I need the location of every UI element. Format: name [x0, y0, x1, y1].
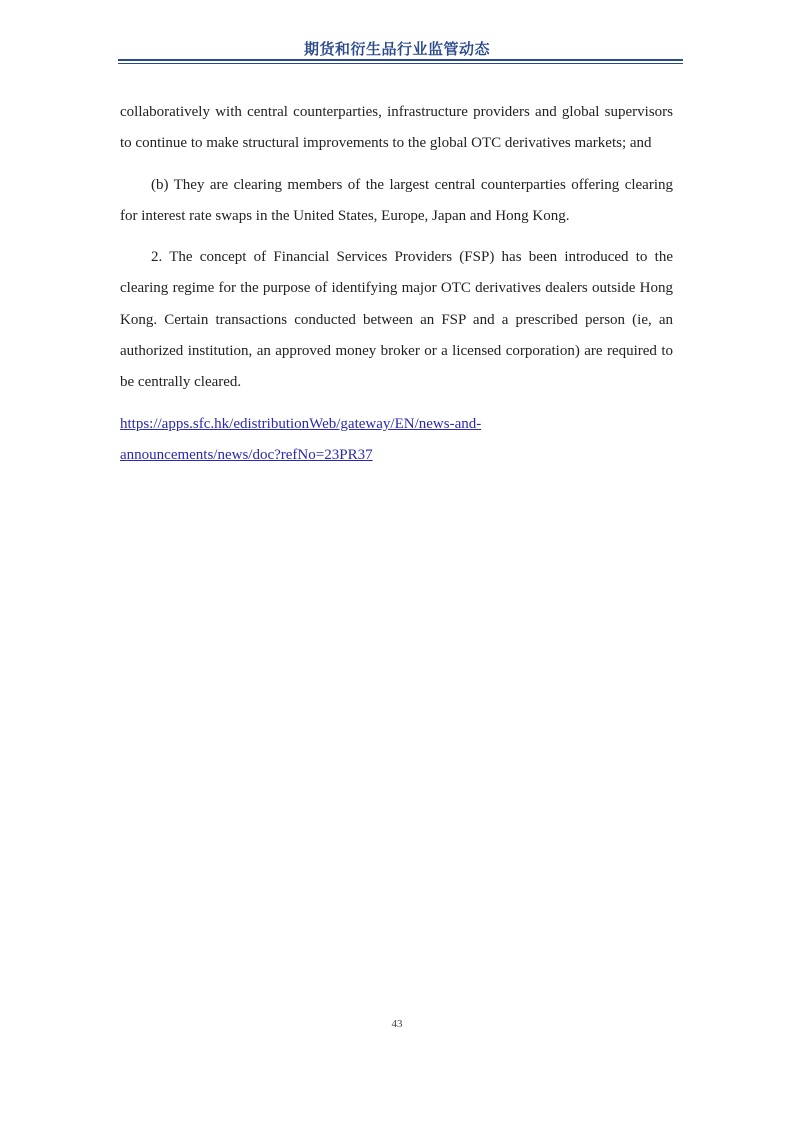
header-rule-thin [118, 63, 683, 64]
paragraph-item-b: (b) They are clearing members of the largest central counterparties offering clearing for interest rate swaps in the United States, Europe, Japan and Hong Kong. [120, 176, 673, 224]
source-link-line-2: announcements/news/doc?refNo=23PR37 [120, 446, 373, 463]
page-number: 43 [391, 1018, 403, 1030]
running-header-title: 期货和衍生品行业监管动态 [303, 40, 490, 58]
document-body [120, 97, 673, 481]
source-link-paragraph [120, 409, 673, 472]
header-rule-thick [118, 59, 683, 61]
source-link[interactable] [120, 416, 481, 463]
source-link-line-1: https://apps.sfc.hk/edistributionWeb/gateway/EN/news-and- [120, 415, 482, 432]
paragraph-item-2: 2. The concept of Financial Services Providers (FSP) has been introduced to the clearing regime for the purpose of identifying major OTC derivatives dealers outside Hong Kong. Certain transactions conducted between an FSP and a prescribed person (ie, an authorized institution, an approved money broker or a licensed corporation) are required to be centrally cleared. [120, 249, 673, 391]
paragraph-continuation: collaboratively with central counterparties, infrastructure providers and global supervisors to continue to make structural improvements to the global OTC derivatives markets; and [120, 104, 673, 152]
